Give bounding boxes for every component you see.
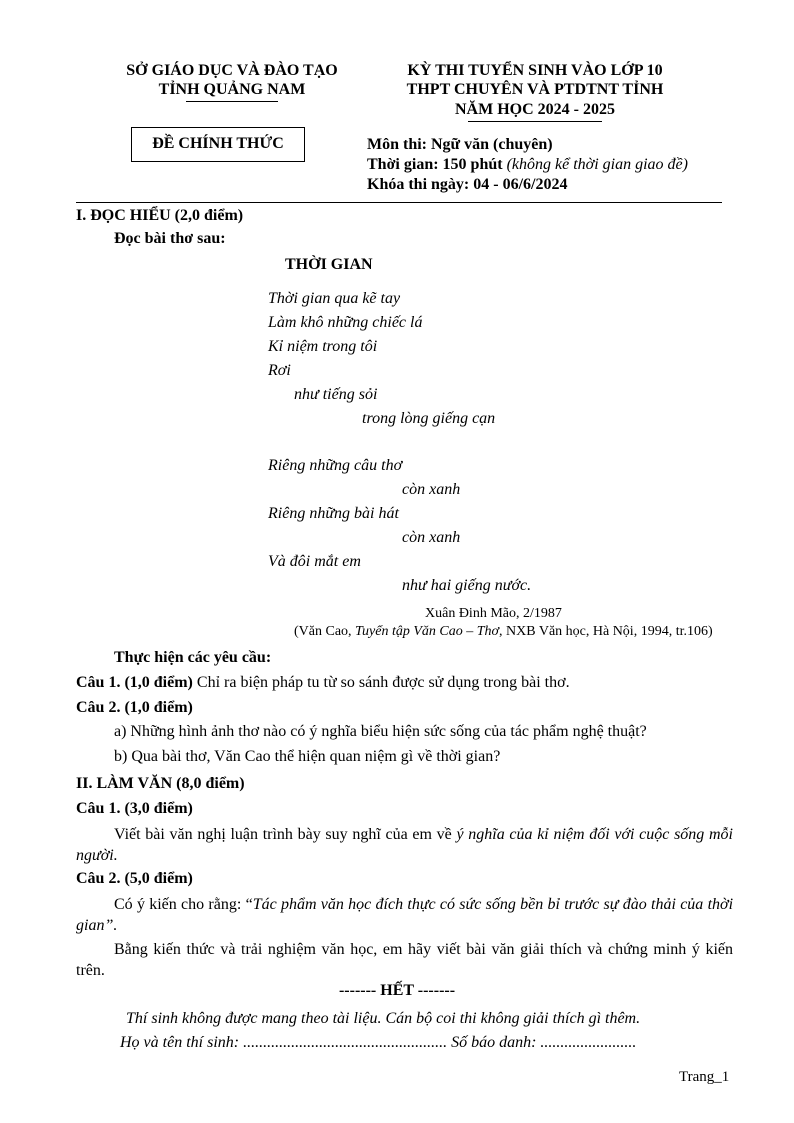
footer-note: Thí sinh không được mang theo tài liệu. Cán bộ coi thi không giải thích gì thêm.	[126, 1010, 641, 1027]
part2-question-1-label: Câu 1. (3,0 điểm)	[76, 800, 193, 817]
poem-date: Xuân Đinh Mão, 2/1987	[425, 606, 562, 621]
subject-label: Môn thi: Ngữ văn (chuyên)	[367, 136, 553, 153]
official-label: ĐỀ CHÍNH THỨC	[152, 135, 284, 152]
left-header-underline	[186, 101, 278, 102]
requirements-label: Thực hiện các yêu cầu:	[114, 649, 272, 666]
part2-question-1-text: Viết bài văn nghị luận trình bày suy nghĩ của em về ý nghĩa của kỉ niệm đối với cuộc sống mỗi người.	[76, 826, 733, 864]
part1-question-2-label: Câu 2. (1,0 điểm)	[76, 699, 193, 716]
poem-line: trong lòng giếng cạn	[362, 410, 496, 427]
poem-line: như hai giếng nước.	[402, 577, 532, 594]
part2-question-2-label: Câu 2. (5,0 điểm)	[76, 870, 193, 887]
province-name: TỈNH QUẢNG NAM	[158, 81, 306, 98]
poem-line: Thời gian qua kẽ tay	[268, 290, 401, 307]
poem-line: Riêng những câu thơ	[268, 457, 403, 474]
header-rule	[76, 202, 722, 203]
poem-line: như tiếng sỏi	[294, 386, 378, 403]
poem-line: Làm khô những chiếc lá	[268, 314, 423, 331]
end-mark: ------- HẾT -------	[338, 982, 456, 999]
poem-line: còn xanh	[402, 481, 461, 498]
part1-question-2a: a) Những hình ảnh thơ nào có ý nghĩa biểu hiện sức sống của tác phẩm nghệ thuật?	[114, 723, 647, 740]
read-instruction: Đọc bài thơ sau:	[114, 230, 226, 247]
part2-heading: II. LÀM VĂN (8,0 điểm)	[76, 775, 245, 792]
part1-question-1: Câu 1. (1,0 điểm) Chỉ ra biện pháp tu từ so sánh được sử dụng trong bài thơ.	[76, 674, 570, 691]
poem-source: (Văn Cao, Tuyển tập Văn Cao – Thơ, NXB Văn học, Hà Nội, 1994, tr.106)	[294, 624, 713, 639]
right-header-underline	[468, 121, 602, 122]
poem-title: THỜI GIAN	[285, 256, 373, 273]
time-note: (không kể thời gian giao đề)	[506, 156, 688, 173]
exam-date: Khóa thi ngày: 04 - 06/6/2024	[367, 176, 568, 193]
part2-question-2-text: Có ý kiến cho rằng: “Tác phẩm văn học đích thực có sức sống bền bỉ trước sự đào thải của thời gian”.	[76, 896, 734, 934]
source-book: Tuyển tập Văn Cao – Thơ	[355, 624, 500, 639]
part1-question-2b: b) Qua bài thơ, Văn Cao thể hiện quan niệm gì về thời gian?	[114, 748, 501, 765]
exam-title: KỲ THI TUYỂN SINH VÀO LỚP 10	[407, 62, 663, 79]
school-year: NĂM HỌC 2024 - 2025	[455, 101, 615, 118]
department-name: SỞ GIÁO DỤC VÀ ĐÀO TẠO	[126, 62, 338, 79]
part1-heading: I. ĐỌC HIỂU (2,0 điểm)	[76, 207, 244, 224]
candidate-line: Họ và tên thí sinh: ................................................... Số báo danh: ........................	[120, 1034, 637, 1051]
poem-line: Và đôi mắt em	[268, 553, 361, 570]
poem-line: còn xanh	[402, 529, 461, 546]
poem-line: Rơi	[268, 362, 291, 379]
part2-question-2-text2: Bằng kiến thức và trải nghiệm văn học, em hãy viết bài văn giải thích và chứng minh ý kiến trên.	[76, 941, 733, 979]
exam-school: THPT CHUYÊN VÀ PTDTNT TỈNH	[406, 81, 664, 98]
poem-line: Riêng những bài hát	[268, 505, 399, 522]
poem-line: Kỉ niệm trong tôi	[268, 338, 378, 355]
time-label: Thời gian: 150 phút	[367, 156, 503, 173]
page-number: Trang_1	[679, 1069, 730, 1085]
